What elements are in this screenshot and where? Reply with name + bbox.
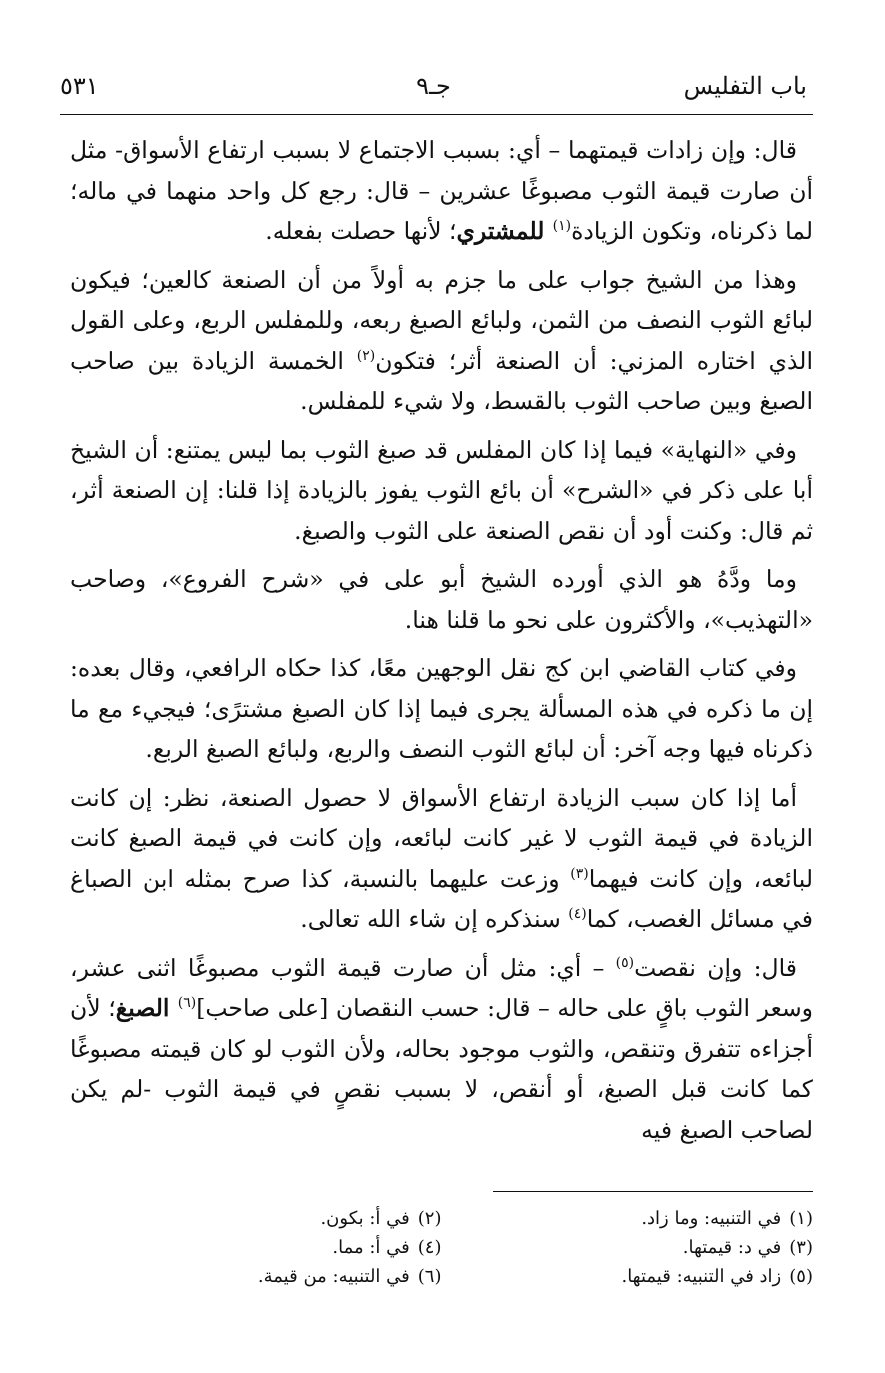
footnote-number: (١) (789, 1208, 813, 1229)
paragraph (70, 778, 813, 940)
header-rule (60, 114, 813, 115)
footnote-number: (٥) (789, 1266, 813, 1287)
footnote-number: (٦) (417, 1266, 442, 1287)
text-segment: وما ودَّهُ هو الذي أورده الشيخ أبو على في «شرح الفروع»، وصاحب «التهذيب»، والأكثرون على نحو ما قلنا هنا. (70, 565, 813, 634)
footnote-number: (٤) (417, 1237, 442, 1258)
paragraph (70, 559, 813, 640)
paragraph (70, 130, 813, 252)
footnote-item (70, 1204, 442, 1233)
volume-label: جـ٩ (416, 72, 451, 100)
footnote-marker: (٢) (356, 347, 376, 364)
text-segment: وهذا من الشيخ جواب على ما جزم به أولاً من أن الصنعة كالعين؛ فيكون لبائع الثوب النصف من الثمن، ولبائع الصبغ ربعه، وللمفلس الربع، وعلى القول الذي اختاره المزني: أن الصنعة أثر؛ فتكون (70, 265, 813, 375)
footnote-text: في التنبيه: من قيمة. (257, 1266, 410, 1287)
paragraph (70, 648, 813, 770)
footnote-item (442, 1204, 814, 1233)
footnote-number: (٣) (789, 1237, 813, 1258)
footnotes (70, 1204, 813, 1291)
text-segment: – أي: مثل أن صارت قيمة الثوب مصبوغًا اثنى عشر، وسعر الثوب باقٍ على حاله – قال: حسب النقصان [على صاحب] (70, 953, 813, 1022)
footnote-item (70, 1262, 442, 1291)
footnote-item (70, 1233, 442, 1262)
main-text (70, 130, 813, 1158)
text-segment: قال: وإن نقصت (634, 953, 797, 982)
paragraph (70, 430, 813, 552)
running-header (60, 68, 807, 108)
text-segment: وفي «النهاية» فيما إذا كان المفلس قد صبغ الثوب بما ليس يمتنع: أن الشيخ أبا على ذكر في «الشرح» أن بائع الثوب يفوز بالزيادة إذا قلنا: إن الصنعة أثر، ثم قال: وكنت أود أن نقص الصنعة على الثوب والصبغ. (70, 435, 813, 545)
footnote-text: في أ: بكون. (320, 1208, 410, 1229)
text-segment: ؛ لأن أجزاءه تتفرق وتنقص، والثوب موجود بحاله، ولأن الثوب لو كان قيمته مصبوغًا كما كانت قبل الصبغ، أو أنقص، لا بسبب نقصٍ في قيمة الثوب -لم يكن لصاحب الصبغ فيه (70, 994, 813, 1144)
footnote-marker: (٥) (615, 954, 635, 971)
bold-text-segment: الصبغ (115, 994, 178, 1022)
footnote-marker: (١) (552, 218, 572, 235)
text-segment: سنذكره إن شاء الله تعالى. (300, 905, 569, 933)
text-segment: ؛ لأنها حصلت بفعله. (265, 217, 457, 245)
text-segment: وفي كتاب القاضي ابن كج نقل الوجهين معًا، كذا حكاه الرافعي، وقال بعده: إن ما ذكره في هذه المسألة يجرى فيما إذا كان الصبغ مشترًى؛ فيجيء مع ما ذكرناه فيها وجه آخر: أن لبائع الثوب النصف والربع، ولبائع الصبغ الربع. (70, 654, 813, 763)
paragraph (70, 948, 813, 1151)
footnote-rule (493, 1191, 813, 1192)
footnote-marker: (٣) (570, 865, 589, 882)
text-segment: أما إذا كان سبب الزيادة ارتفاع الأسواق لا حصول الصنعة، نظر: إن كانت الزيادة في قيمة الثوب لا غير كانت لبائعه، وإن كانت في قيمة الصبغ كانت لبائعه، وإن كانت فيهما (70, 783, 813, 893)
footnote-text: في أ: مما. (332, 1237, 410, 1258)
text-segment: وزعت عليهما بالنسبة، كذا صرح بمثله ابن الصباغ في مسائل الغصب، كما (70, 864, 813, 933)
footnote-text: في د: قيمتها. (682, 1237, 782, 1258)
text-segment: قال: وإن زادات قيمتهما – أي: بسبب الاجتماع لا بسبب ارتفاع الأسواق- مثل أن صارت قيمة الثوب مصبوغًا عشرين – قال: رجع كل واحد منهما في ماله؛ لما ذكرناه، وتكون الزيادة (70, 136, 813, 245)
footnote-marker: (٤) (568, 906, 587, 923)
footnote-marker: (٦) (177, 995, 197, 1012)
paragraph (70, 260, 813, 422)
chapter-title: باب التفليس (683, 72, 807, 100)
footnote-item (442, 1262, 814, 1291)
footnote-number: (٢) (417, 1208, 442, 1229)
text-segment: الخمسة الزيادة بين صاحب الصبغ وبين صاحب الثوب بالقسط، ولا شيء للمفلس. (70, 346, 813, 415)
page-number: ٥٣١ (60, 72, 99, 100)
footnote-text: زاد في التنبيه: قيمتها. (621, 1266, 782, 1287)
bold-text-segment: للمشتري (456, 217, 553, 245)
footnote-text: في التنبيه: وما زاد. (641, 1208, 782, 1229)
footnote-item (442, 1233, 814, 1262)
